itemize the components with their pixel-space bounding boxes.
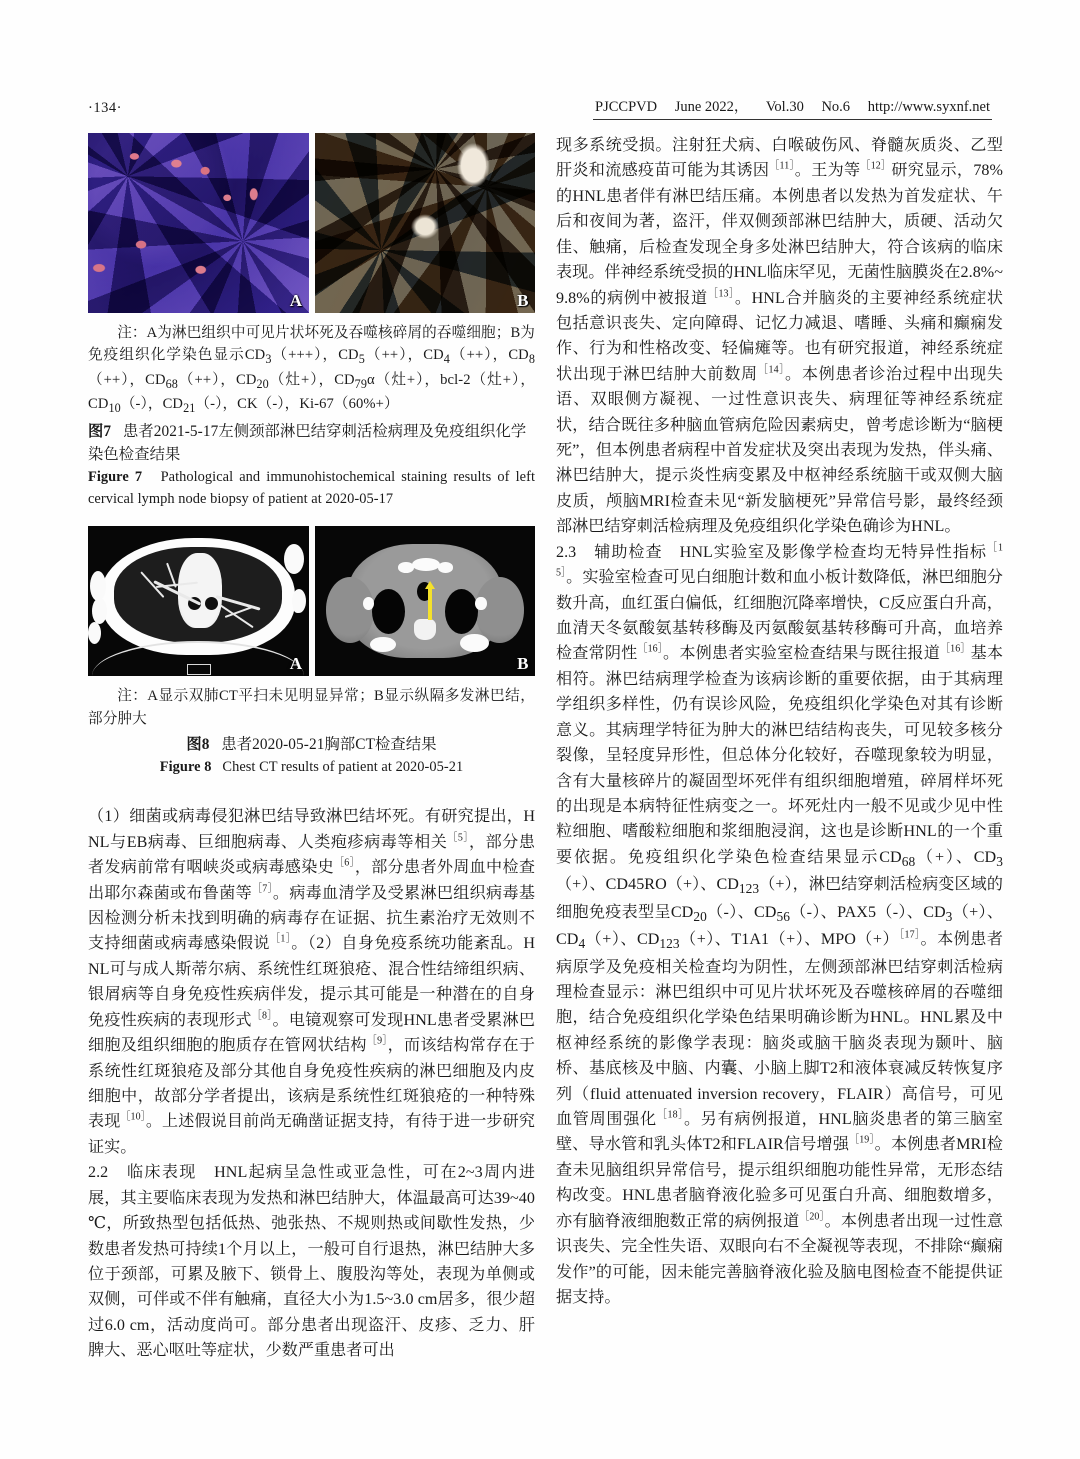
issue-date: June 2022， [674, 99, 749, 115]
right-paragraph-2: 2.3 辅助检查 HNL实验室及影像学检查均无特异性指标$^{[15]}$。实验室检查可见白细胞计数和血小板计数降低，淋巴细胞分数升高，血红蛋白偏低，红细胞沉降率增快，C反应蛋白升高，血清天冬氨酸氨基转移酶及丙氨酸氨基转移酶可升高，血培养检查常阴性$^{[16]}$。本例患者实验室检查结果与既往报道$^{[16]}$基本相符。淋巴结病理学检查为该病诊断的重要依据，由于其病理学组织多样性，仍有误诊风险，免疫组织化学染色对其有诊断意义。其病理学特征为肿大的淋巴结结构丧失，可见较多核分裂像，呈轻度异形性，但总体分化较好，吞噬现象较为明显，含有大量核碎片的凝固型坏死伴有组织细胞增殖，碎屑样坏死的出现是本病特征性病变之一。坏死灶内一般不见或少见中性粒细胞、嗜酸粒细胞和浆细胞浸润，这也是诊断HNL的一个重要依据。免疫组织化学染色检查结果显示$CD_{68}(+)$、$CD_3(+)$、CD45RO（+）、$CD_{123}(+)$，淋巴结穿刺活检病变区域的细胞免疫表型呈$CD_{20}(-)$、$CD_{56}(-)$、PAX5（-）、$CD_3(+)$、$CD_4(+)$、$CD_{123}(+)$、T1A1（+）、MPO（+）$^{[17]}$。本例患者病原学及免疫相关检查均为阴性，左侧颈部淋巴结穿刺活检病理检查显示：淋巴组织中可见片状坏死及吞噬核碎屑的吞噬细胞，结合免疫组织化学染色结果明确诊断为HNL。HNL累及中枢神经系统的影像学表现：脑炎或脑干脑炎表现为颞叶、脑桥、基底核及中脑、内囊、小脑上脚T2和液体衰减反转恢复序列（fluid attenuated inversion recovery，FLAIR）高信号，可见血管周围强化$^{[18]}$。另有病例报道，HNL脑炎患者的第三脑室壁、导水管和乳头体T2和FLAIR信号增强$^{[19]}$。本例患者MRI检查未见脑组织异常信号，提示组织细胞功能性异常，无形态结构改变。HNL患者脑脊液化验多可见蛋白升高、细胞数增多，亦有脑脊液细胞数正常的病例报道$^{[20]}$。本例患者出现一过性意识丧失、完全性失语、双眼向右不全凝视等表现，不排除“癫痫发作”的可能，因未能完善脑脊液化验及脑电图检查不能提供证据支持。 [556, 542, 1004, 1306]
figure-8-panel-b-chest-ct-mediastinal-window [315, 526, 536, 676]
ct-shoulder-right [475, 577, 524, 643]
volume-number: Vol.30 [765, 99, 804, 115]
figure-7-images [88, 133, 535, 313]
figure-8-caption-en-label: Figure 8 [159, 758, 212, 775]
figure-8-note-text: 注：A显示双肺CT平扫未见明显异常；B显示纵隔多发淋巴结，部分肿大 [88, 688, 535, 727]
left-column [88, 133, 535, 1364]
ct-lung-apex-right [445, 589, 478, 634]
ct-bronchus-left [205, 597, 218, 610]
figure-8-panel-a-chest-ct-lung-window [88, 526, 309, 676]
figure-7-panel-a-histology-he [88, 133, 309, 313]
right-column [556, 133, 1003, 1310]
figure-8-caption-cn-text: 患者2020-05-21胸部CT检查结果 [221, 735, 437, 753]
ct-scapula-right [460, 634, 489, 652]
page-folio: ·134· [88, 100, 122, 116]
ct-lung-apex-left [372, 589, 405, 634]
panel-label-a: A [289, 291, 303, 310]
journal-info [593, 95, 992, 120]
figure-8-caption-cn [88, 734, 535, 757]
figure-8-caption-en-text: Chest CT results of patient at 2020-05-21 [222, 758, 464, 775]
figure-7-caption-cn-text: 患者2021-5-17左侧颈部淋巴结穿刺活检病理及免疫组织化学染色检查结果 [88, 423, 527, 464]
left-paragraph-1: （1）细菌或病毒侵犯淋巴结导致淋巴结坏死。有研究提出，HNL与EB病毒、巨细胞病毒、人类疱疹病毒等相关$^{[5]}$，部分患者发病前常有咽峡炎或病毒感染史$^{[6]}$，部分患者外周血中检查出耶尔森菌或布鲁菌等$^{[7]}$。病毒血清学及受累淋巴组织病毒基因检测分析未找到明确的病毒存在证据、抗生素治疗无效则不支持细菌或病毒感染假说$^{[1]}$。（2）自身免疫系统功能紊乱。HNL可与成人斯蒂尔病、系统性红斑狼疮、混合性结缔组织病、银屑病等自身免疫性疾病伴发，提示其可能是一种潜在的自身免疫性疾病的表现形式$^{[8]}$。电镜观察可发现HNL患者受累淋巴细胞及组织细胞的胞质存在管网状结构$^{[9]}$，而该结构常存在于系统性红斑狼疮及部分其他自身免疫性疾病的淋巴细胞及内皮细胞中，故部分学者提出，该病是系统性红斑狼疮的一种特殊表现$^{[10]}$。上述假说目前尚无确凿证据支持，有待于进一步研究证实。 [88, 808, 536, 1156]
right-paragraph-1: 现多系统受损。注射狂犬病、白喉破伤风、脊髓灰质炎、乙型肝炎和流感疫苗可能为其诱因$^{[11]}$。王为等$^{[12]}$研究显示，78%的HNL患者伴有淋巴结压痛。本例患者以发热为首发症状、午后和夜间为著，盗汗，伴双侧颈部淋巴结肿大，质硬、活动欠佳、触痛，后检查发现全身多处淋巴结肿大，符合该病的临床表现。伴神经系统受损的HNL临床罕见，无菌性脑膜炎在2.8%~9.8%的病例中被报道$^{[13]}$。HNL合并脑炎的主要神经系统症状包括意识丧失、定向障碍、记忆力减退、嗜睡、头痛和癫痫发作、行为和性格改变、轻偏瘫等。也有研究报道，神经系统症状出现于淋巴结肿大前数周$^{[14]}$。本例患者诊治过程中出现失语、双眼侧方凝视、一过性意识丧失、病理征等神经系统症状，结合既往多种脑血管病危险因素病史，曾考虑诊断为“脑梗死”，但本例患者病程中首发症状及突出表现为发热，伴头痛、淋巴结肿大，提示炎性病变累及中枢神经系统脑干或双侧大脑皮质，颅脑MRI检查未见“新发脑梗死”异常信号影，最终经颈部淋巴结穿刺活检病理及免疫组织化学染色确诊为HNL。 [556, 137, 1004, 536]
panel-label-b: B [517, 654, 529, 674]
figure-7-panel-b-immunohistochemistry [315, 133, 536, 313]
figure-7-note [88, 322, 535, 417]
ct-rib-right [475, 597, 486, 611]
figure-8-note [88, 685, 535, 729]
figure-7-caption-en-text: Pathological and immunohistochemical staining results of left cervical lymph node biopsy of patient at 2020-05-17 [88, 469, 535, 507]
figure-7-caption-en-label: Figure 7 [88, 469, 143, 486]
journal-abbreviation: PJCCPVD [595, 99, 658, 115]
ct-mediastinum [178, 553, 222, 628]
figure-8-caption-en [88, 757, 535, 779]
figure-7-caption-en [88, 467, 535, 510]
figure-8 [88, 526, 535, 778]
figure-7-caption-cn-label: 图7 [88, 423, 112, 441]
ct-vertebral-body [414, 619, 436, 640]
figure-7-caption-cn [88, 421, 535, 467]
ct-table-marker [187, 664, 211, 675]
ct-rib-right-1 [284, 544, 304, 574]
issue-number: No.6 [821, 99, 851, 115]
ct-annotation-arrow [428, 586, 432, 620]
figure-7-note-text: 注：A为淋巴组织中可见片状坏死及吞噬核碎屑的吞噬细胞；B为免疫组织化学染色显示$CD_3(+++)$，$CD_5(++)$，$CD_4(++)$，$CD_8(++)$，$CD_{68}(++)$，$CD_{20}$（灶+），$CD_{79}\alpha$（灶+），bcl-2（灶+），$CD_{10}(-)$，$CD_{21}(-)$，CK（-），Ki-67（60%+） [88, 325, 536, 415]
panel-label-a: A [289, 654, 303, 674]
journal-url[interactable]: http://www.syxnf.net [867, 99, 990, 115]
left-paragraph-2: 2.2 临床表现 HNL起病呈急性或亚急性，可在2~3周内进展，其主要临床表现为发热和淋巴结肿大，体温最高可达39~40 ℃，所致热型包括低热、弛张热、不规则热或间歇性发热，少数患者发热可持续1个月以上，一般可自行退热，淋巴结肿大多位于颈部，可累及腋下、锁骨上、腹股沟等处，表现为单侧或双侧，可伴或不伴有触痛，直径大小为1.5~3.0 cm居多，很少超过6.0 cm，活动度尚可。部分患者出现盗汗、皮疹、乏力、肝脾大、恶心呕吐等症状，少数严重患者可出 [88, 1164, 535, 1360]
running-head [88, 90, 992, 120]
ct-shoulder-left [326, 577, 375, 643]
ct-clavicle-left [398, 562, 413, 573]
ct-rib-left-3 [88, 622, 101, 644]
figure-7 [88, 133, 535, 510]
panel-label-b: B [517, 291, 529, 310]
figure-8-caption-cn-label: 图8 [186, 735, 210, 753]
figure-8-images [88, 526, 535, 676]
